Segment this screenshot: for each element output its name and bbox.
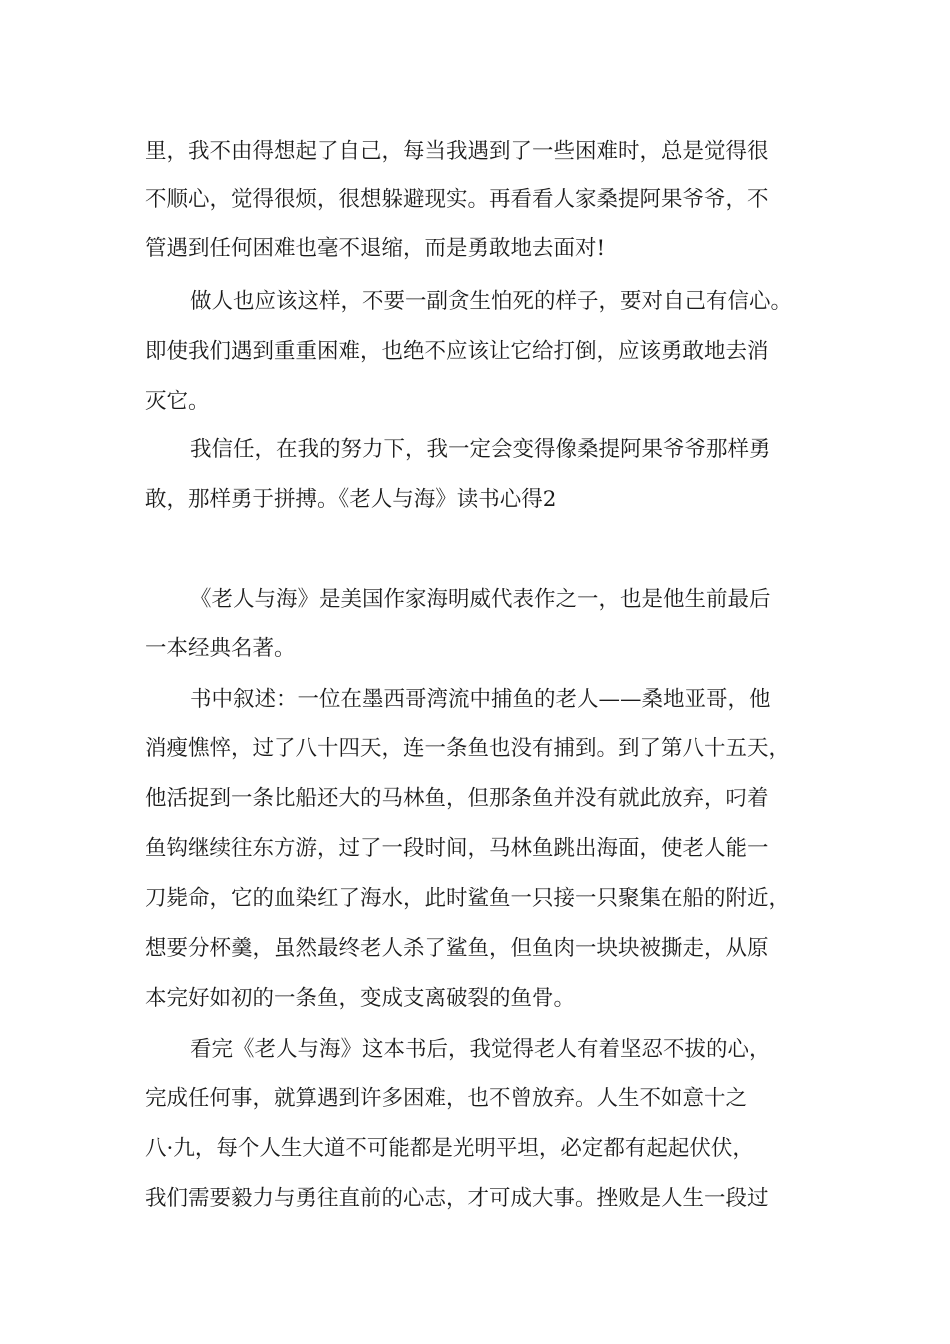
text-line: 八·九，每个人生大道不可能都是光明平坦，必定都有起起伏伏，	[145, 1136, 754, 1161]
text-line: 刀毙命，它的血染红了海水，此时鲨鱼一只接一只聚集在船的附近，	[145, 886, 791, 911]
text-line: 鱼钩继续往东方游，过了一段时间，马林鱼跳出海面，使老人能一	[145, 836, 769, 861]
text-line: 书中叙述：一位在墨西哥湾流中捕鱼的老人——桑地亚哥，他	[190, 687, 771, 712]
text-line: 即使我们遇到重重困难，也绝不应该让它给打倒，应该勇敢地去消	[145, 339, 769, 364]
text-line: 本完好如初的一条鱼，变成支离破裂的鱼骨。	[145, 986, 576, 1011]
text-line: 想要分杯羹，虽然最终老人杀了鲨鱼，但鱼肉一块块被撕走，从原	[145, 936, 769, 961]
text-line: 做人也应该这样，不要一副贪生怕死的样子，要对自己有信心。	[190, 289, 793, 314]
text-line: 管遇到任何困难也毫不退缩，而是勇敢地去面对!	[145, 236, 606, 261]
text-line: 《老人与海》是美国作家海明威代表作之一，也是他生前最后	[190, 587, 771, 612]
text-line: 不顺心，觉得很烦，很想躲避现实。再看看人家桑提阿果爷爷，不	[145, 187, 769, 212]
text-line: 一本经典名著。	[145, 636, 296, 661]
text-line: 敢，那样勇于拼搏。《老人与海》读书心得2	[145, 487, 557, 512]
text-line: 他活捉到一条比船还大的马林鱼，但那条鱼并没有就此放弃，叼着	[145, 786, 769, 811]
text-line: 完成任何事，就算遇到许多困难，也不曾放弃。人生不如意十之	[145, 1086, 748, 1111]
text-line: 我信任，在我的努力下，我一定会变得像桑提阿果爷爷那样勇	[190, 437, 771, 462]
text-line: 我们需要毅力与勇往直前的心志，才可成大事。挫败是人生一段过	[145, 1186, 769, 1211]
text-line: 看完《老人与海》这本书后，我觉得老人有着坚忍不拔的心，	[190, 1037, 771, 1062]
text-line: 消瘦憔悴，过了八十四天，连一条鱼也没有捕到。到了第八十五天，	[145, 736, 791, 761]
text-line: 里，我不由得想起了自己，每当我遇到了一些困难时，总是觉得很	[145, 139, 769, 164]
text-line: 灭它。	[145, 389, 210, 414]
